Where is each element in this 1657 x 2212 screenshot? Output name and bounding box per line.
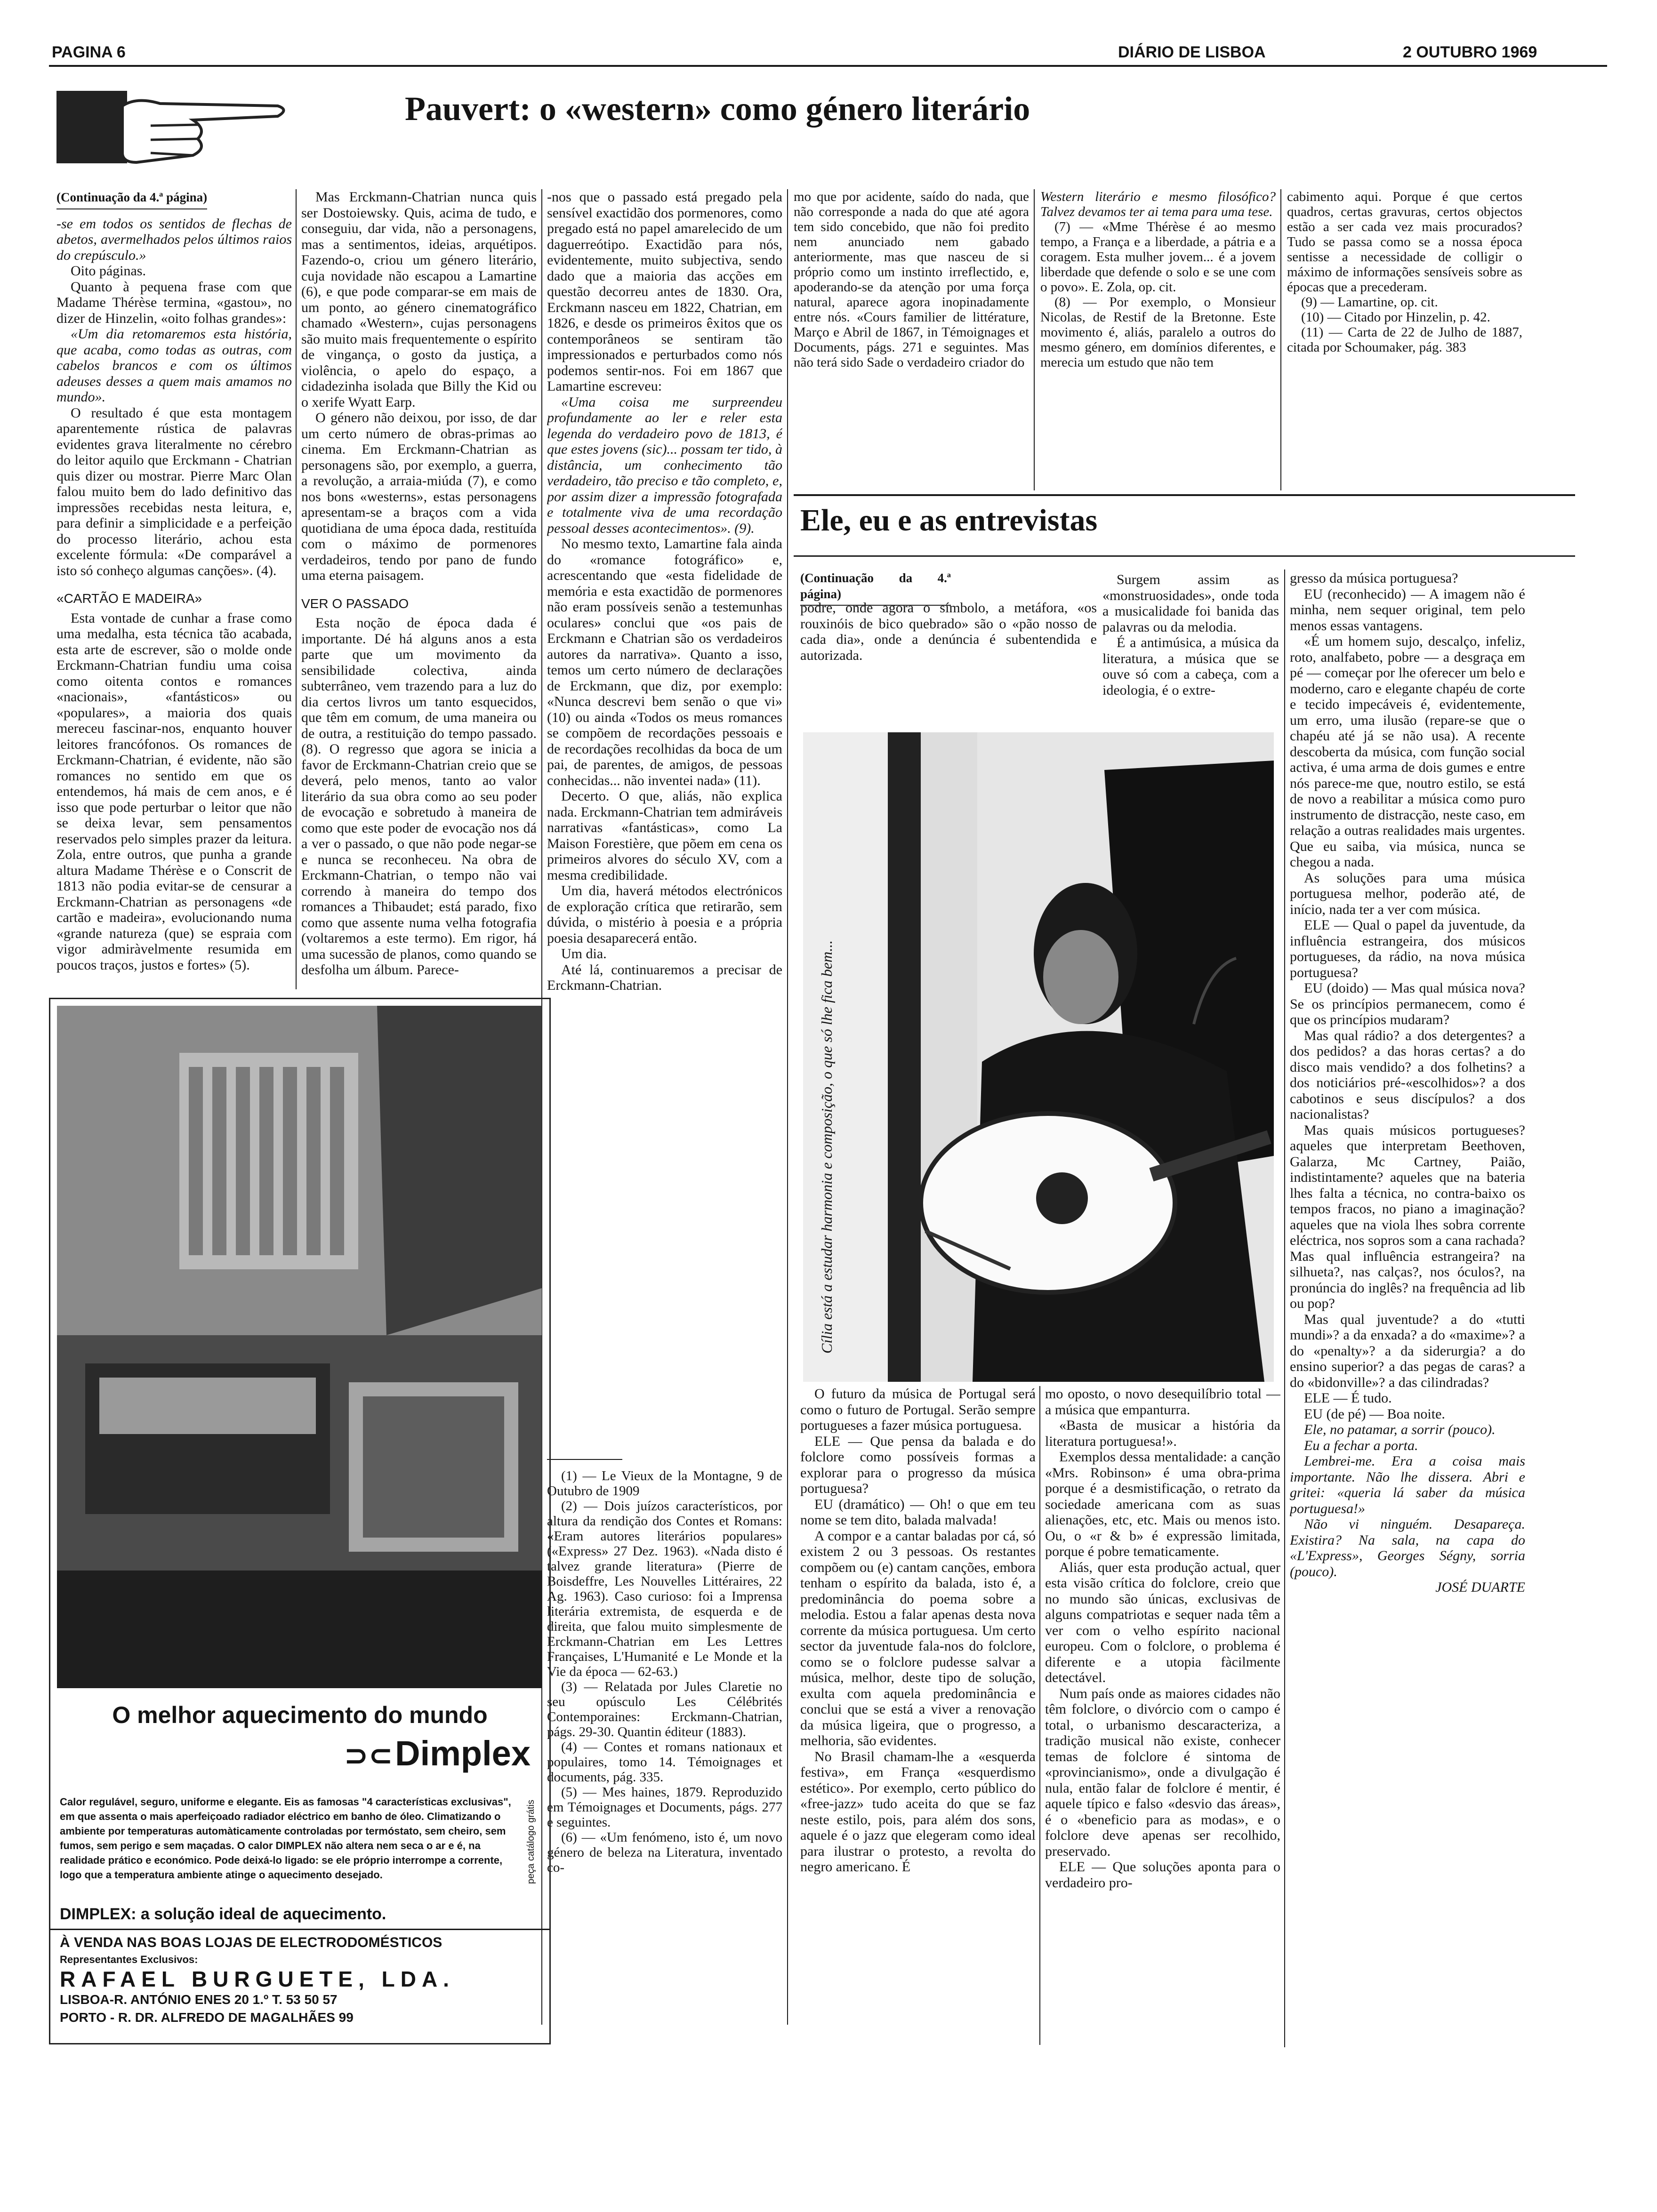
paragraph: Mas qual juventude? a do «tutti mundi»? a da enxada? a do «maxime»? a do «penalty»? a da siderurgia? a do ensino superior? a das pegas de caras? a do «bidonville»? a das cilindradas? bbox=[1290, 1311, 1525, 1390]
paragraph: Mas Erckmann-Chatrian nunca quis ser Dostoiewsky. Quis, acima de tudo, e conseguiu, dar vida, não a personagens, mas a sentimentos, ideias, arquétipos. Fazendo-o, criou um género literário, cuja novidade não escapou a Lamartine (6), e que pode comparar-se em mais de um ponto, ao género cinematográfico chamado «Western», cujas personagens são muito mais frequentemente o espírito de vingança, o gosto da justiça, a violência, o apelo do espaço, a cidadezinha isolada que Billy the Kid ou o xerife Wyatt Earp. bbox=[301, 189, 537, 410]
article1-column-2 bbox=[301, 189, 537, 989]
paragraph: Esta noção de época dada é importante. Dé há alguns anos a esta parte que um movimento da sensibilidade colectiva, ainda subterrâneo, vem trazendo para a luz do dia certos livros um tanto esquecidos, que têm em comum, de uma maneira ou de outra, a restituição do tempo passado. (8). O regresso que agora se inicia a favor de Erckmann-Chatrian creio que se deverá, pelo menos, tanto ao valor literário da sua obra como ao seu poder de evocação e sobretudo à maneira de como que este poder de evocação nos dá a ver o passado, o que não pode negar-se e nunca se reconheceu. Na obra de Erckmann-Chatrian, o tempo não vai correndo à maneira do tempo dos romances a Thibaudet; está parado, fixo como que assente numa velha fotografia (voltaremos a este termo). Em rigor, há uma sucessão de planos, como quando se desfolha um álbum. Parece- bbox=[301, 615, 537, 978]
footnote: (6) — «Um fenómeno, isto é, um novo género de beleza na Literatura, inventado co- bbox=[547, 1830, 782, 1875]
paragraph: «Basta de musicar a história da literatura portuguesa!». bbox=[1045, 1418, 1280, 1449]
continuation-note: (Continuação da 4.ª página) bbox=[56, 190, 207, 209]
dimplex-mark-icon: ⊃⊂ bbox=[344, 1739, 393, 1772]
footnote: (3) — Relatada por Jules Claretie no seu opúsculo Les Célébrités Contemporaines: Erckmann-Chatrian, págs. 29-30. Quantin éditeur (1883). bbox=[547, 1679, 782, 1739]
article1-column-6 bbox=[1287, 189, 1522, 490]
paragraph: Até lá, continuaremos a precisar de Erckmann-Chatrian. bbox=[547, 962, 782, 993]
paragraph: «Um dia retomaremos esta história, que acaba, como todas as outras, com cabelos brancos e com os últimos adeuses desses a quem mais amamos no mundo». bbox=[56, 326, 292, 405]
advert-reps-label: Representantes Exclusivos: bbox=[60, 1954, 198, 1965]
article2-column-2 bbox=[1102, 572, 1279, 732]
footnote: (1) — Le Vieux de la Montagne, 9 de Outubro de 1909 bbox=[547, 1468, 782, 1499]
subheading: «CARTÃO E MADEIRA» bbox=[56, 591, 202, 606]
paragraph: Oito páginas. bbox=[71, 263, 146, 279]
paragraph: «Uma coisa me surpreendeu profundamente ao ler e reler esta legenda do verdadeiro povo de 1813, é que estes jovens (sic)... possam ter tido, à distância, um conhecimento tão verdadeiro, tão preciso e tão completo, e, por assim dizer a impressão fotografada e totalmente viva de uma recordação pessoal desses acontecimentos». (9). bbox=[547, 394, 782, 536]
footnote: (11) — Carta de 22 de Julho de 1887, citada por Schoumaker, pág. 383 bbox=[1287, 325, 1522, 355]
article2-column-1b bbox=[800, 1386, 1036, 2045]
footnote: (7) — «Mme Thérèse é ao mesmo tempo, a França e a liberdade, a pátria e a coragem. Esta mulher jovem... é a jovem liberdade que defende o solo e se une com o povo». E. Zola, op. cit. bbox=[1040, 219, 1276, 295]
paragraph: Mas quais músicos portugueses? aqueles que interpretam Beethoven, Galarza, Mc Cartney, Paião, indistintamente? aqueles que na bateria lhes falta a técnica, no contra-baixo os tempos fracos, no piano a imaginação? aqueles que na viola lhes sobra corrente eléctrica, nos sopros som a cana rachada? Mas qual influência estrangeira? na silhueta?, nas calças?, nos óculos?, na pronúncia do inglês? na frequência ad lib ou pop? bbox=[1290, 1122, 1525, 1311]
footnote: Western literário e mesmo filosófico? Talvez devamos ter ai tema para uma tese. bbox=[1040, 189, 1276, 219]
paragraph: Decerto. O que, aliás, não explica nada. Erckmann-Chatrian tem admiráveis narrativas «fantásticas», como La Maison Forestière, que põem em cena os primeiros alvores do século XV, com a mesma credibilidade. bbox=[547, 788, 782, 883]
section-rule bbox=[794, 494, 1575, 496]
dimplex-advert bbox=[49, 998, 551, 2044]
footnote: (10) — Citado por Hinzelin, p. 42. bbox=[1301, 310, 1490, 325]
paragraph: Num país onde as maiores cidades não têm folclore, o divórcio com o campo é total, o urbanismo descaracteriza, a tradição musical não existe, conhecer temas de folclore é sintoma de «provincianismo», onde a divulgação é nula, então falar de folclore é mentir, é aquele típico e falso «desvio das áreas», é o «beneficio para as modas», e o folclore deve apenas ser recolhido, preservado. bbox=[1045, 1685, 1280, 1859]
footnote: (4) — Contes et romans nationaux et populaires, tomo 14. Témoignages et documents, pág. 335. bbox=[547, 1739, 782, 1785]
paragraph: É a antimúsica, a música da literatura, a música que se ouve só com a cabeça, com a ideologia, é o extre- bbox=[1102, 635, 1279, 698]
paragraph: A compor e a cantar baladas por cá, só existem 2 ou 3 pessoas. Os restantes compõem ou (e) cantam canções, embora tenham o espírito da balada, isto é, a predominância do poema sobre a melodia. Estou a falar apenas desta nova corrente da música portuguesa. Um certo sector da juventude fala-nos do folclore, como se o folclore pudesse salvar a música, melhor, deste tipo de solução, exulta com aquela predominância e conclui que se está a viver a renovação da música ligeira, que o progresso, a melhoria, são evidentes. bbox=[800, 1528, 1036, 1748]
musician-photo bbox=[803, 732, 1274, 1382]
paragraph: O género não deixou, por isso, de dar um certo número de obras-primas ao cinema. Em Erckmann-Chatrian as personagens são, por exemplo, a guerra, a revolução, a arraia-miúda (7), e como nos bons «westerns», estas personagens apresentam-se a braços com a vida quotidiana de uma época dada, restituída com o máximo de pormenores verdadeiros, tendo por pano de fundo uma eterna paisagem. bbox=[301, 410, 537, 583]
subheading: VER O PASSADO bbox=[301, 596, 409, 611]
catalog-note: peça catálogo grátis bbox=[526, 1799, 536, 1884]
notes-rule bbox=[547, 1459, 622, 1460]
column-divider bbox=[787, 189, 788, 2025]
issue-date: 2 OUTUBRO 1969 bbox=[1403, 43, 1537, 61]
paragraph: ELE — É tudo. bbox=[1304, 1390, 1392, 1406]
paragraph: Ele, no patamar, a sorrir (pouco). bbox=[1304, 1422, 1496, 1437]
article1-column-4 bbox=[794, 189, 1029, 490]
dimplex-logo bbox=[60, 1733, 531, 1773]
advert-company: RAFAEL BURGUETE, LDA. bbox=[60, 1967, 455, 1991]
column-divider bbox=[1034, 189, 1035, 490]
page-number: PAGINA 6 bbox=[52, 43, 126, 61]
paragraph: -se em todos os sentidos de flechas de abetos, avermelhados pelos últimos raios do crepúsculo.» bbox=[56, 216, 292, 263]
article1-column-5 bbox=[1040, 189, 1276, 490]
advert-sales: À VENDA NAS BOAS LOJAS DE ELECTRODOMÉSTICOS bbox=[60, 1935, 442, 1950]
paragraph: ELE — Que soluções aponta para o verdadeiro pro- bbox=[1045, 1859, 1280, 1891]
paragraph: EU (doido) — Mas qual música nova? Se os princípios permanecem, como é que os princípios mudaram? bbox=[1290, 980, 1525, 1027]
article2-headline: Ele, eu e as entrevistas bbox=[800, 503, 1098, 537]
paragraph: Lembrei-me. Era a coisa mais importante. Não lhe dissera. Abri e gritei: «queria lá saber da música portuguesa!» bbox=[1290, 1453, 1525, 1516]
paper-name: DIÁRIO DE LISBOA bbox=[1118, 43, 1266, 61]
paragraph: No mesmo texto, Lamartine fala ainda do «romance fotográfico» e, acrescentando que «esta fidelidade de memória e esta exactidão de pormenores não eram possíveis senão a testemunhas oculares» conclui que «os pais de Erckmann e Chatrian são os verdadeiros autores da narrativa». Quanto a isso, temos um certo número de declarações de Erckmann, que diz, por exemplo: «Nunca descrevi bem senão o que vi» (10) ou ainda «Todos os meus romances se compõem de recordações pessoais e de recordações recolhidas da boca de um pai, de parentes, de amigos, de pessoas conhecidas... não inventei nada» (11). bbox=[547, 536, 782, 788]
article2-column-2b bbox=[1045, 1386, 1280, 2045]
paragraph: -nos que o passado está pregado pela sensível exactidão dos pormenores, como pregado está no papel amarelecido de um daguerreótipo. Exactidão para nós, evidentemente, muito subjectiva, sendo dado que a maioria das acções em questão decorreu antes de 1830. Ora, Erckmann nasceu em 1822, Chatrian, em 1826, e desde os primeiros êxitos que os contemporâneos se sentiram tão impressionados e perturbados como nós podemos sentir-nos. Foi em 1867 que Lamartine escreveu: bbox=[547, 189, 782, 394]
paragraph: ELE — Qual o papel da juventude, da influência estrangeira, dos músicos portugueses, da rádio, na nova música portuguesa? bbox=[1290, 917, 1525, 980]
paragraph: EU (de pé) — Boa noite. bbox=[1304, 1406, 1445, 1422]
paragraph: Quanto à pequena frase com que Madame Thérèse termina, «gastou», no dizer de Hinzelin, «oito folhas grandes»: bbox=[56, 279, 292, 326]
advert-tagline: DIMPLEX: a solução ideal de aquecimento. bbox=[60, 1905, 386, 1923]
brand-name: Dimplex bbox=[395, 1734, 531, 1773]
paragraph: Surgem assim as «monstruosidades», onde toda a musicalidade foi banida das palavras ou da melodia. bbox=[1102, 572, 1279, 635]
article2-column-3 bbox=[1290, 570, 1525, 2039]
paragraph: Aliás, quer esta produção actual, quer esta visão crítica do folclore, creio que no mundo são únicas, exclusivas de alguns compatriotas e sequer nada têm a ver com o velho espírito nacional europeu. Com o folclore, o problema é diferente e a utopia fàcilmente detectável. bbox=[1045, 1559, 1280, 1685]
column-divider bbox=[1284, 569, 1285, 2047]
advert-slogan: O melhor aquecimento do mundo bbox=[112, 1702, 488, 1728]
footnote: cabimento aqui. Porque é que certos quadros, certas gravuras, certos objectos estão a ser cada vez mais procurados? Tudo se passa como se a nossa época sentisse a necessidade de colligir o máximo de informações sensíveis sobre as épocas que a precederam. bbox=[1287, 189, 1522, 295]
article2-column-1 bbox=[800, 600, 1097, 732]
masthead bbox=[52, 43, 1605, 62]
advert-address-porto: PORTO - R. DR. ALFREDO DE MAGALHÃES 99 bbox=[60, 2010, 354, 2025]
paragraph: EU (dramático) — Oh! o que em teu nome se tem dito, balada malvada! bbox=[800, 1496, 1036, 1528]
advert-address-lisboa: LISBOA-R. ANTÓNIO ENES 20 1.º T. 53 50 57 bbox=[60, 1992, 338, 2007]
pointing-hand-icon bbox=[56, 78, 292, 176]
paragraph: podre, onde agora o símbolo, a metáfora, «os rouxinóis de bico quebrado» são o «pão nosso de cada dia», onde a denúncia é subentendida e autorizada. bbox=[800, 600, 1097, 663]
paragraph: gresso da música portuguesa? bbox=[1290, 570, 1458, 586]
photo-caption: Cília está a estudar harmonia e composição, o que só lhe fica bem... bbox=[818, 940, 835, 1354]
footnote: mo que por acidente, saído do nada, que não corresponde a nada do que até agora tem sido concebido, que não foi predito nem anunciado nem gabado anteriormente, mas que nasceu de si próprio como um instinto irreflectido, e, apoderando-se da atenção por uma força natural, aparece agora inopinadamente entre nós. «Cours familier de littérature, Março e Abril de 1867, in Témoignages et Documents, págs. 271 e seguintes. Mas não terá sido Sade o verdadeiro criador do bbox=[794, 189, 1029, 370]
guitar-player-image bbox=[803, 732, 1274, 1382]
paragraph: mo oposto, o novo desequilíbrio total — a música que empanturra. bbox=[1045, 1386, 1280, 1418]
advert-body: Calor regulável, seguro, uniforme e elegante. Eis as famosas "4 características exclusivas", em que assenta o mais aperfeiçoado radiador eléctrico em banho de óleo. Climatizando o ambiente por temperaturas automàticamente controladas por termóstato, sem cheiro, sem fumos, sem perigo e sem maçadas. O calor DIMPLEX não altera nem seca o ar e é, na realidade prático e económico. Pode deixá-lo ligado: se ele próprio interrompe a corrente, logo que a temperatura ambiente atinge o aquecimento desejado. bbox=[60, 1796, 511, 1881]
paragraph: O futuro da música de Portugal será como o futuro de Portugal. Serão sempre portugueses a fazer música portuguesa. bbox=[800, 1386, 1036, 1433]
paragraph: As soluções para uma música portuguesa melhor, poderão até, de início, nada ter a ver com música. bbox=[1290, 870, 1525, 917]
advert-room-photo bbox=[57, 1006, 542, 1688]
paragraph: Eu a fechar a porta. bbox=[1304, 1437, 1418, 1453]
continuation-note: (Continuação da 4.ª página) bbox=[800, 570, 951, 606]
column-divider bbox=[296, 189, 297, 989]
article1-column-3 bbox=[547, 189, 782, 1455]
paragraph: Não vi ninguém. Desapareça. Existira? Na sala, na capa do «L'Express», Georges Ségny, sorria (pouco). bbox=[1290, 1516, 1525, 1579]
section-rule bbox=[794, 555, 1575, 557]
advert-rule bbox=[50, 1929, 549, 1930]
article1-footnotes bbox=[547, 1468, 782, 2047]
paragraph: No Brasil chamam-lhe a «esquerda festiva», em França «esquerdismo estético». Por exemplo, certo público do «free-jazz» tudo aceita do que se faz neste estilo, pois, para além dos sons, aquele é o jazz que elegeram como ideal para ilustrar o protesto, a revolta do negro americano. É bbox=[800, 1748, 1036, 1875]
footnote: (9) — Lamartine, op. cit. bbox=[1301, 295, 1438, 310]
footnote: (8) — Por exemplo, o Monsieur Nicolas, de Restif de la Bretonne. Este movimento é, aliás, paralelo a outros do mesmo género, em domínios diferentes, e merecia um estudo que não tem bbox=[1040, 295, 1276, 370]
paragraph: O resultado é que esta montagem aparentemente rústica de palavras evidentes grava literalmente no cérebro do leitor aquilo que Erckmann - Chatrian quis dizer ou mostrar. Pierre Marc Olan falou muito bem do lado definitivo das impressões recebidas nesta leitura, e, para definir a simplicidade e a perfeição do processo literário, achou esta excelente fórmula: «De comparável a isto só conheço algumas canções». (4). bbox=[56, 405, 292, 578]
paragraph: Esta vontade de cunhar a frase como uma medalha, esta técnica tão acabada, esta arte de escrever, são o molde onde Erckmann-Chatrian fundiu uma coisa como oitenta contos e romances «nacionais», «fantásticos» ou «populares», a maioria dos quais mereceu fascinar-nos, enquanto houver leitores francófonos. Os romances de Erckmann-Chatrian, é evidente, não são romances no sentido em que os entendemos, há mais de cem anos, e é isso que pode perturbar o leitor que não se deixa levar, sem pensamentos reservados pelo simples prazer da leitura. Zola, entre outros, que punha a grande altura Madame Thérèse e o Conscrit de 1813 não podia evitar-se de censurar a Erckmann-Chatrian as personagens «de cartão e madeira», evolucionando numa «grande natureza (que) se espraia com vigor admiràvelmente resumida em poucos traços, justos e fortes» (5). bbox=[56, 610, 292, 973]
paragraph: ELE — Que pensa da balada e do folclore como possíveis formas a explorar para o progresso da música portuguesa? bbox=[800, 1433, 1036, 1496]
signature: JOSÉ DUARTE bbox=[1435, 1579, 1525, 1595]
paragraph: Exemplos dessa mentalidade: a canção «Mrs. Robinson» é uma obra-prima porque é a desmistificação, o retrato da sociedade americana com as suas alienações, etc, etc. Mais ou menos isto. Ou, o «r & b» é expressão limitada, porque é pobre tematicamente. bbox=[1045, 1449, 1280, 1559]
column-divider bbox=[1280, 189, 1281, 490]
paragraph: EU (reconhecido) — A imagem não é minha, nem sequer original, tem pelo menos essas vantagens. bbox=[1290, 586, 1525, 633]
paragraph: Mas qual rádio? a dos detergentes? a dos pedidos? a das horas certas? a do disco mais vendido? a dos folhetins? a dos noticiários pré-«escolhidos»? a dos cabotinos e seus discípulos? a dos nacionalistas? bbox=[1290, 1027, 1525, 1122]
column-divider bbox=[1039, 1386, 1040, 2045]
paragraph: Um dia, haverá métodos electrónicos de exploração crítica que retirarão, sem dúvida, o mistério à poesia e a própria poesia desaparecerá então. bbox=[547, 883, 782, 946]
living-room-image bbox=[57, 1006, 542, 1688]
article-headline: Pauvert: o «western» como género literário bbox=[405, 90, 1030, 128]
masthead-rule bbox=[49, 65, 1607, 67]
footnote: (2) — Dois juízos característicos, por altura da rendição dos Contes et Romans: «Eram autores literários populares» («Express» 27 Dez. 1963). «Nada disto é talvez grande literatura» (Pierre de Boisdeffre, Les Nouvelles Littéraires, 22 Ag. 1963). Caso curioso: foi a Imprensa literária extremista, de esquerda e de direita, que falou muito simplesmente de Erckmann-Chatrian em Les Lettres Françaises, L'Humanité e Le Monde et la Vie da época — 62-63.) bbox=[547, 1499, 782, 1679]
paragraph: «É um homem sujo, descalço, infeliz, roto, analfabeto, pobre — a desgraça em pé — começar por lhe oferecer um belo e moderno, caro e elegante chapéu de corte e tecido impecáveis é, evidentemente, um erro, uma ilusão (repare-se que o chapéu até já se não usa). A recente descoberta da música, com função social activa, é uma arma de dois gumes e entre nós parece-me que, noutro estilo, se está de novo a reabilitar a música como puro instrumento de distracção, neste caso, em relação a outras realidades mais urgentes. Que eu saiba, via música, nunca se chegou a nada. bbox=[1290, 633, 1525, 870]
footnote: (5) — Mes haines, 1879. Reproduzido em Témoignages et Documents, págs. 277 e seguintes. bbox=[547, 1785, 782, 1830]
paragraph: Um dia. bbox=[561, 946, 607, 962]
